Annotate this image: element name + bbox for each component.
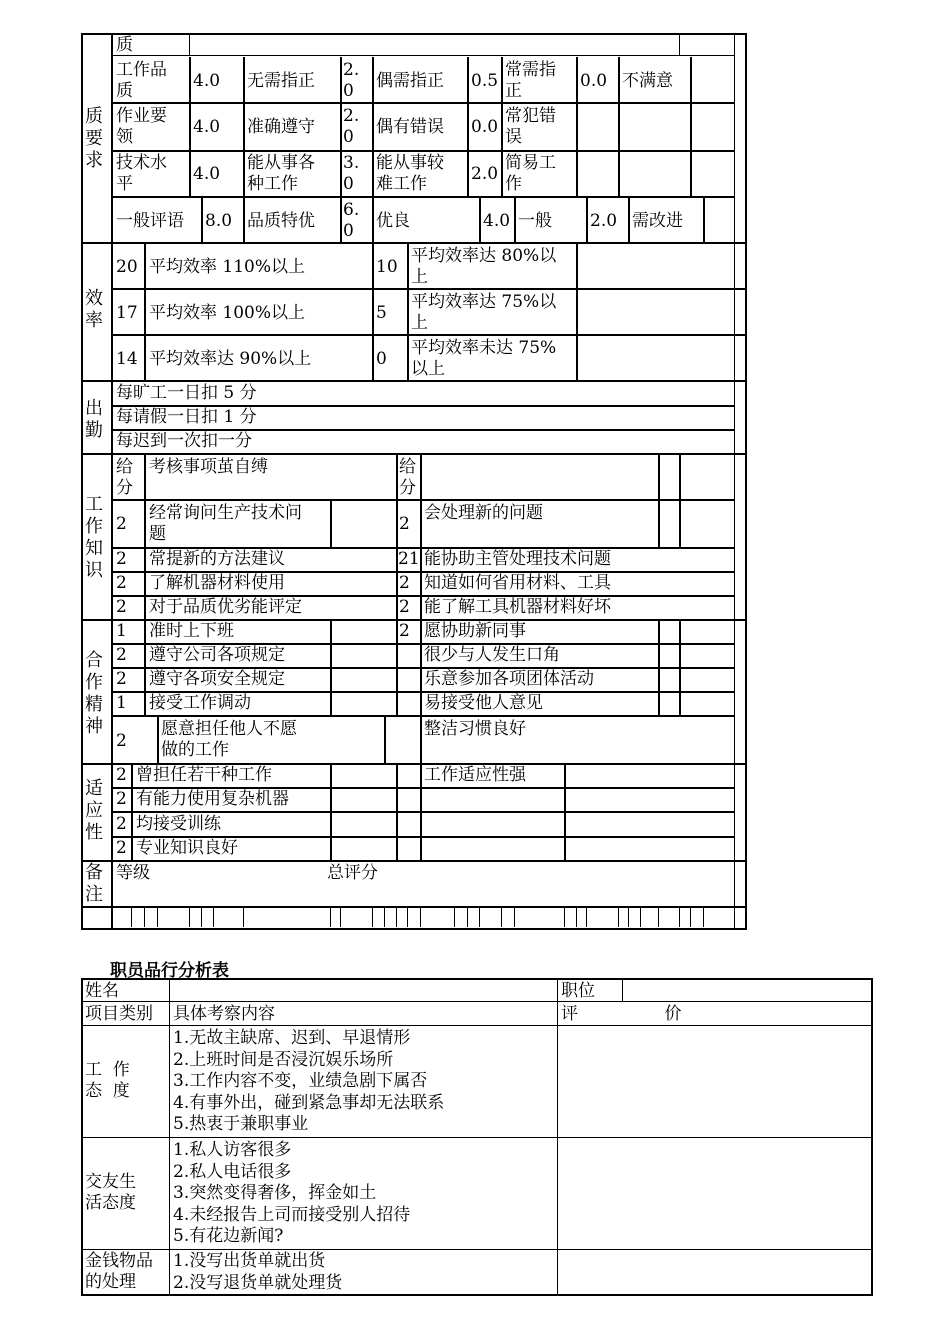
quality-score-2c: 2. 0 — [343, 106, 360, 147]
know-desc-4b: 能了解工具机器材料好坏 — [424, 597, 611, 617]
quality-desc-1d: 偶需指正 — [376, 71, 444, 91]
eff-desc-2: 平均效率 100%以上 — [149, 303, 306, 323]
remarks-total-label: 总评分 — [327, 863, 378, 883]
quality-desc-1b: 无需指正 — [247, 71, 315, 91]
eval-social-life[interactable] — [560, 1139, 868, 1247]
quality-score-1e: 0.5 — [471, 71, 499, 91]
general-desc-f: 一般 — [518, 211, 552, 231]
coop-desc-3: 遵守各项安全规定 — [149, 669, 285, 689]
coop-score-2: 2 — [116, 645, 127, 665]
know-score-3b: 2 — [399, 573, 410, 593]
position-value-field[interactable] — [626, 981, 868, 1000]
attendance-rule-3: 每迟到一次扣一分 — [116, 431, 252, 451]
coop-score-1b: 2 — [399, 621, 410, 641]
know-score-4b: 2 — [399, 597, 410, 617]
general-score-c: 6. 0 — [343, 200, 360, 241]
adaptability-section-label: 适 应 性 — [85, 778, 103, 843]
remarks-section-label: 备 注 — [85, 862, 103, 905]
attendance-rule-1: 每旷工一日扣 5 分 — [116, 383, 257, 403]
adapt-score-2: 2 — [116, 789, 127, 809]
quality-score-1a: 4.0 — [193, 71, 221, 91]
col-header-evaluation: 评 价 — [561, 1004, 682, 1024]
quality-top-cell: 质 — [116, 35, 133, 55]
quality-item-3: 技术水 平 — [116, 153, 167, 194]
quality-score-3c: 3. 0 — [343, 153, 360, 194]
general-score-g: 2.0 — [590, 211, 618, 231]
know-desc-1b: 会处理新的问题 — [424, 503, 543, 523]
knowledge-section-label: 工 作 知 识 — [85, 494, 103, 581]
general-score-a: 8.0 — [205, 211, 233, 231]
category-work-attitude: 工 作 态 度 — [85, 1060, 130, 1101]
knowledge-head-score: 给 分 — [116, 457, 133, 498]
coop-desc-5: 愿意担任他人不愿 做的工作 — [161, 719, 297, 760]
adapt-score-1: 2 — [116, 765, 127, 785]
quality-item-2: 作业要 领 — [116, 106, 167, 147]
quality-desc-2d: 偶有错误 — [376, 117, 444, 137]
remarks-grade-label: 等级 — [116, 863, 150, 883]
quality-score-3e: 2.0 — [471, 164, 499, 184]
coop-score-1: 1 — [116, 621, 127, 641]
eff-score-1: 20 — [116, 257, 138, 277]
cooperation-section-label: 合 作 精 神 — [85, 650, 103, 737]
form-title: 职员品行分析表 — [110, 961, 229, 981]
know-desc-3b: 知道如何省用材料、工具 — [424, 573, 611, 593]
know-desc-1: 经常询问生产技术问 题 — [149, 503, 302, 544]
quality-score-2e: 0.0 — [471, 117, 499, 137]
know-score-1b: 2 — [399, 514, 410, 534]
name-label: 姓名 — [85, 981, 119, 1001]
eff-desc-3b: 平均效率未达 75% 以上 — [411, 338, 557, 379]
coop-desc-4: 接受工作调动 — [149, 693, 251, 713]
name-value-field[interactable] — [172, 981, 554, 1000]
quality-score-2a: 4.0 — [193, 117, 221, 137]
eff-score-3: 14 — [116, 349, 138, 369]
eff-desc-2b: 平均效率达 75%以 上 — [411, 292, 557, 333]
adapt-score-3: 2 — [116, 814, 127, 834]
eff-desc-1b: 平均效率达 80%以 上 — [411, 246, 557, 287]
know-desc-2: 常提新的方法建议 — [149, 549, 285, 569]
eval-work-attitude[interactable] — [560, 1027, 868, 1135]
coop-desc-1: 准时上下班 — [149, 621, 234, 641]
col-header-content: 具体考察内容 — [173, 1004, 275, 1024]
category-money-handling: 金钱物品 的处理 — [85, 1251, 153, 1292]
adapt-desc-3: 均接受训练 — [136, 814, 221, 834]
quality-desc-2b: 准确遵守 — [247, 117, 315, 137]
quality-desc-2f: 常犯错 误 — [505, 106, 556, 147]
know-score-4: 2 — [116, 597, 127, 617]
quality-score-3a: 4.0 — [193, 164, 221, 184]
general-comment-label: 一般评语 — [116, 211, 184, 231]
items-social-life: 1.私人访客很多 2.私人电话很多 3.突然变得奢侈，挥金如土 4.未经报告上司而接受别人招待 5.有花边新闻? — [173, 1140, 411, 1246]
coop-desc-5b: 整洁习惯良好 — [424, 719, 526, 739]
know-score-1: 2 — [116, 514, 127, 534]
attendance-rule-2: 每请假一日扣 1 分 — [116, 407, 257, 427]
know-desc-3: 了解机器材料使用 — [149, 573, 285, 593]
quality-desc-3f: 简易工 作 — [505, 153, 556, 194]
know-desc-4: 对于品质优劣能评定 — [149, 597, 302, 617]
eff-score-1b: 10 — [376, 257, 398, 277]
eff-score-3b: 0 — [376, 349, 387, 369]
quality-item-1: 工作品 质 — [116, 60, 167, 101]
know-score-2: 2 — [116, 549, 127, 569]
coop-score-5: 2 — [116, 731, 127, 751]
adapt-desc-1b: 工作适应性强 — [424, 765, 526, 785]
eff-desc-3: 平均效率达 90%以上 — [149, 349, 312, 369]
knowledge-head-item: 考核事项茧自缚 — [149, 457, 268, 477]
general-desc-h: 需改进 — [632, 211, 683, 231]
general-desc-b: 品质特优 — [247, 211, 315, 231]
items-work-attitude: 1.无故主缺席、迟到、早退情形 2.上班时间是否浸沉娱乐场所 3.工作内容不变，业绩急剧下属否 4.有事外出，碰到紧急事却无法联系 5.热衷于兼职事业 — [173, 1028, 445, 1134]
quality-desc-3b: 能从事各 种工作 — [247, 153, 315, 194]
quality-score-1c: 2. 0 — [343, 60, 360, 101]
adapt-desc-2: 有能力使用复杂机器 — [136, 789, 289, 809]
eff-desc-1: 平均效率 110%以上 — [149, 257, 306, 277]
adapt-score-4: 2 — [116, 838, 127, 858]
coop-score-3: 2 — [116, 669, 127, 689]
coop-desc-1b: 愿协助新同事 — [424, 621, 526, 641]
coop-desc-4b: 易接受他人意见 — [424, 693, 543, 713]
coop-score-4: 1 — [116, 693, 127, 713]
quality-desc-3d: 能从事较 难工作 — [376, 153, 444, 194]
know-desc-2b: 能协助主管处理技术问题 — [424, 549, 611, 569]
know-score-3: 2 — [116, 573, 127, 593]
category-social-life: 交友生 活态度 — [85, 1172, 136, 1213]
quality-score-1g: 0.0 — [580, 71, 608, 91]
coop-desc-2: 遵守公司各项规定 — [149, 645, 285, 665]
position-label: 职位 — [561, 981, 595, 1001]
know-score-2b: 21 — [398, 549, 420, 569]
attendance-section-label: 出 勤 — [85, 398, 103, 441]
adapt-desc-1: 曾担任若干种工作 — [136, 765, 272, 785]
quality-desc-1f: 常需指 正 — [505, 60, 556, 101]
knowledge-head-score-2: 给 分 — [399, 457, 416, 498]
coop-desc-3b: 乐意参加各项团体活动 — [424, 669, 594, 689]
eff-score-2b: 5 — [376, 303, 387, 323]
general-desc-d: 优良 — [376, 211, 410, 231]
col-header-category: 项目类别 — [85, 1004, 153, 1024]
quality-section-label: 质 要 求 — [85, 106, 103, 171]
adapt-desc-4: 专业知识良好 — [136, 838, 238, 858]
quality-desc-1h: 不满意 — [622, 71, 673, 91]
eval-money-handling[interactable] — [560, 1251, 868, 1292]
coop-desc-2b: 很少与人发生口角 — [424, 645, 560, 665]
items-money-handling: 1.没写出货单就出货 2.没写退货单就处理货 — [173, 1251, 343, 1293]
efficiency-section-label: 效 率 — [85, 288, 103, 331]
general-score-e: 4.0 — [483, 211, 511, 231]
eff-score-2: 17 — [116, 303, 138, 323]
